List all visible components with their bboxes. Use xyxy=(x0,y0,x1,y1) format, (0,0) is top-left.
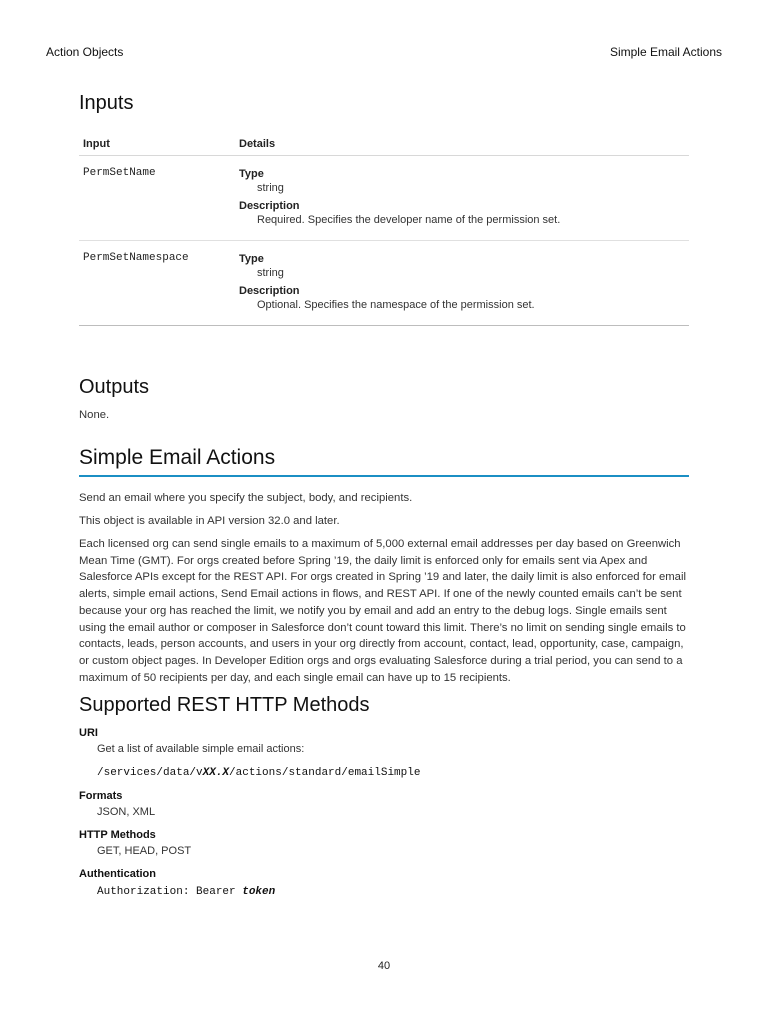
type-value: string xyxy=(257,182,284,194)
type-term: Type xyxy=(239,168,264,180)
http-methods-value: GET, HEAD, POST xyxy=(97,845,192,857)
running-header-right: Simple Email Actions xyxy=(609,45,722,59)
inputs-table xyxy=(79,132,689,326)
inputs-heading: Inputs xyxy=(79,92,134,114)
outputs-heading: Outputs xyxy=(79,376,150,398)
input-name: PermSetNamespace xyxy=(83,252,189,264)
authentication-code xyxy=(97,886,275,898)
formats-term: Formats xyxy=(79,790,123,802)
outputs-text: None. xyxy=(79,409,110,421)
column-header-details: Details xyxy=(235,132,689,156)
formats-value: JSON, XML xyxy=(97,806,156,818)
description-value: Required. Specifies the developer name of the permission set. xyxy=(257,214,561,226)
table-row xyxy=(79,241,689,326)
uri-code xyxy=(97,767,420,779)
http-methods-term: HTTP Methods xyxy=(79,829,156,841)
api-version-paragraph: This object is available in API version 32.0 and later. xyxy=(79,515,340,527)
intro-paragraph: Send an email where you specify the subject, body, and recipients. xyxy=(79,492,413,504)
auth-token: token xyxy=(242,886,276,898)
limits-paragraph: Each licensed org can send single emails to a maximum of 5,000 external email addresses per day based on Greenwich Mean Time (GMT). For orgs created before Spring ’19, the daily limit is enforced only for emails sent via Apex and Salesforce APIs except for the REST API. For orgs created in Spring ’19 and later, the daily limit is also enforced for email alerts, simple email actions, Send Email actions in flows, and REST API. If one of the newly counted emails can’t be sent because your org has reached the limit, we notify you by email and add an entry to the debug logs. Single emails sent using the email author or composer in Salesforce don’t count toward this limit. There’s no limit on sending single emails to contacts, leads, person accounts, and users in your org directly from account, contact, lead, opportunity, case, campaign, or custom object pages. In Developer Edition orgs and orgs evaluating Salesforce during a trial period, you can send to a maximum of 50 recipients per day, and each single email can have up to 15 recipients. xyxy=(79,538,686,684)
table-header-row xyxy=(79,132,689,156)
type-value: string xyxy=(257,267,284,279)
uri-code-prefix: /services/data/v xyxy=(97,767,203,779)
authentication-term: Authentication xyxy=(79,868,156,880)
table-row xyxy=(79,156,689,241)
description-term: Description xyxy=(239,285,300,297)
uri-code-version: XX.X xyxy=(202,767,230,779)
auth-prefix: Authorization: Bearer xyxy=(97,886,243,898)
description-value: Optional. Specifies the namespace of the permission set. xyxy=(257,299,535,311)
uri-description: Get a list of available simple email actions: xyxy=(97,743,305,755)
type-term: Type xyxy=(239,253,264,265)
uri-term: URI xyxy=(79,727,98,739)
description-term: Description xyxy=(239,200,300,212)
column-header-input: Input xyxy=(79,132,235,156)
running-header-left: Action Objects xyxy=(46,45,124,59)
page-number: 40 xyxy=(377,960,391,972)
simple-email-actions-heading: Simple Email Actions xyxy=(79,446,689,477)
rest-methods-heading: Supported REST HTTP Methods xyxy=(79,694,370,716)
uri-code-suffix: /actions/standard/emailSimple xyxy=(229,767,421,779)
input-name: PermSetName xyxy=(83,167,156,179)
